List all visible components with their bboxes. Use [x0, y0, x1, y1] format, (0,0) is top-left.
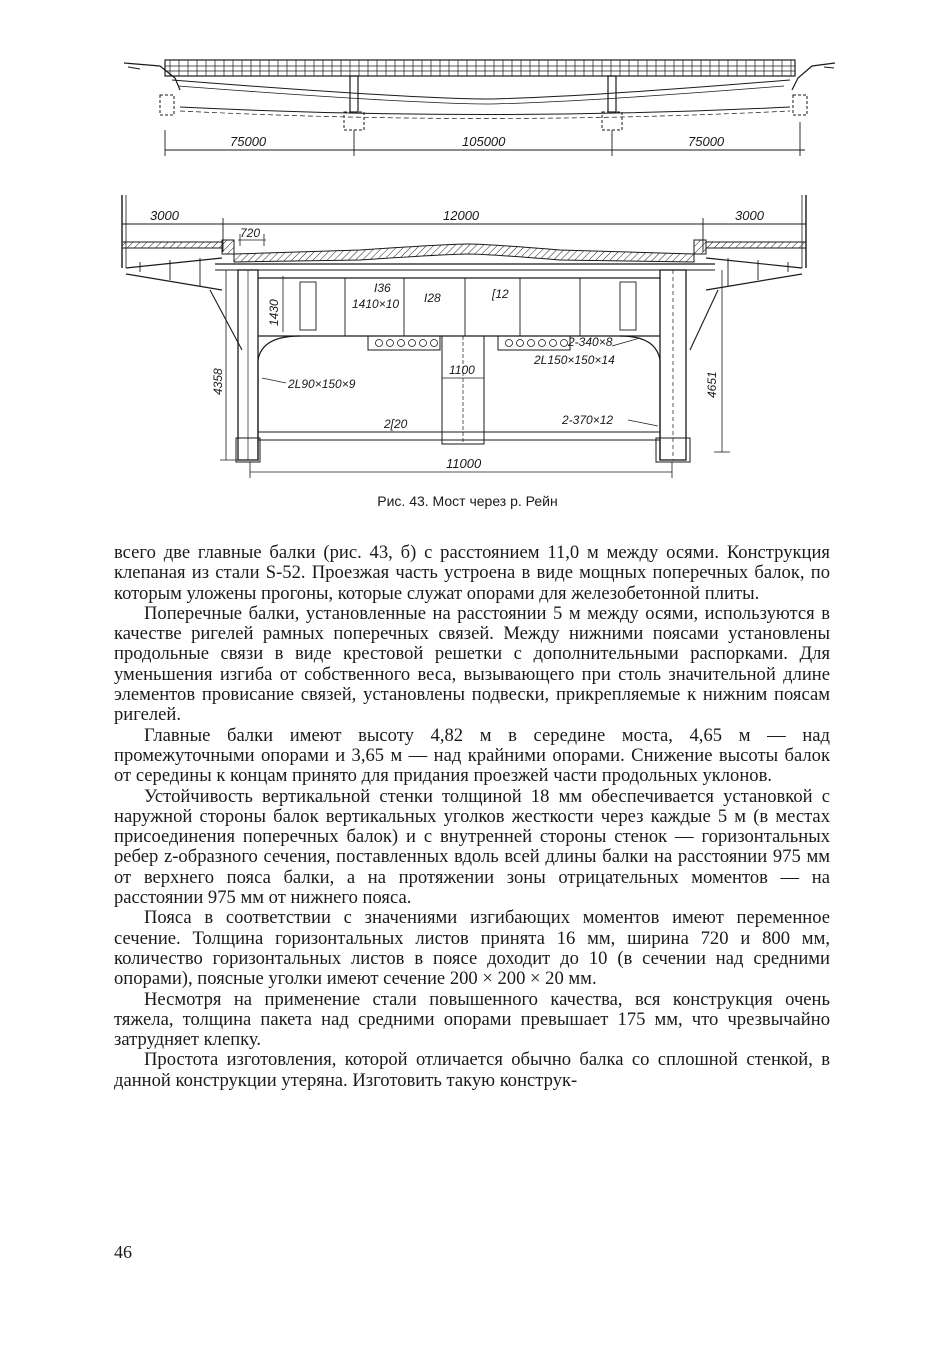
dim-1100: 1100 — [449, 363, 475, 377]
label-i36: I36 — [374, 281, 391, 295]
label-plate-1410: 1410×10 — [352, 297, 400, 311]
dim-720: 720 — [240, 226, 261, 240]
dim-11000: 11000 — [446, 456, 482, 471]
paragraph: Простота изготовления, которой отличается обычно балка со сплошной стенкой, в данной конструкции утеряна. Изготовить такую конструк- — [114, 1049, 830, 1091]
paragraph: Устойчивость вертикальной стенки толщиной 18 мм обеспечивается установкой с наружной стороны балок вертикальных уголков жесткости через каждые 5 м (в местах присоединения поперечных балок) и с внутренней стороны стенок — горизонтальных ребер z-образного сечения, поставленных вдоль всей длины балки на расстоянии 975 мм от верхнего пояса балки, а на протяжении зоны отрицательных моментов — на расстоянии 975 мм от нижнего пояса. — [114, 785, 830, 909]
label-c12: [12 — [492, 287, 509, 301]
paragraph: Несмотря на применение стали повышенного качества, вся конструкция очень тяжела, толщина пакета над средними опорами превышает 175 мм, что чрезвычайно затрудняет клепку. — [114, 988, 830, 1051]
label-angles-90: 2L90×150×9 — [288, 377, 356, 391]
body-text — [114, 543, 830, 1091]
label-angles-150: 2L150×150×14 — [534, 353, 615, 367]
label-plate-340: 2-340×8 — [568, 335, 613, 349]
dim-4651: 4651 — [705, 371, 719, 398]
figure-caption: Рис. 43. Мост через р. Рейн — [377, 493, 558, 509]
paragraph: Поперечные балки, установленные на расстоянии 5 м между осями, используются в качестве ригелей рамных поперечных связей. Между нижними поясами установлены продольные связи в виде крестовой решетки с дополнительными распорками. Для уменьшения изгиба от собственного веса, вызывающего при столь значительной длине элементов провисание связей, установлены подвески, прикрепляемые к нижним поясам ригелей. — [114, 602, 830, 726]
paragraph: Пояса в соответствии с значениями изгибающих моментов имеют переменное сечение. Толщина горизонтальных листов принята 16 мм, ширина 720 и 800 мм, количество горизонтальных листов в поясе доходит до 10 (в сечении над средними опорами), поясные уголки имеют сечение 200 × 200 × 20 мм. — [114, 907, 830, 990]
label-i28: I28 — [424, 291, 441, 305]
dim-3000-right: 3000 — [735, 208, 764, 223]
bridge-cross-section — [122, 195, 806, 478]
span-label-right: 75000 — [688, 134, 725, 149]
dim-3000-left: 3000 — [150, 208, 179, 223]
paragraph: всего две главные балки (рис. 43, б) с расстоянием 11,0 м между осями. Конструкция клепаная из стали S-52. Проезжая часть устроена в виде мощных поперечных балок, по которым уложены прогоны, которые служат опорами для железобетонной плиты. — [114, 542, 830, 604]
span-label-left: 75000 — [230, 134, 267, 149]
paragraph: Главные балки имеют высоту 4,82 м в середине моста, 4,65 м — над промежуточными опорами и 3,65 м — над крайними опорами. Снижение высоты балок от середины к концам принято для придания проезжей части продольных уклонов. — [114, 724, 830, 787]
bridge-figure — [0, 0, 935, 500]
label-plate-370: 2-370×12 — [562, 413, 614, 427]
label-c20: 2[20 — [384, 417, 408, 431]
dim-4358: 4358 — [211, 368, 225, 395]
dim-1430: 1430 — [267, 299, 281, 326]
page-number: 46 — [114, 1242, 132, 1262]
dim-12000: 12000 — [443, 208, 480, 223]
span-label-middle: 105000 — [462, 134, 506, 149]
